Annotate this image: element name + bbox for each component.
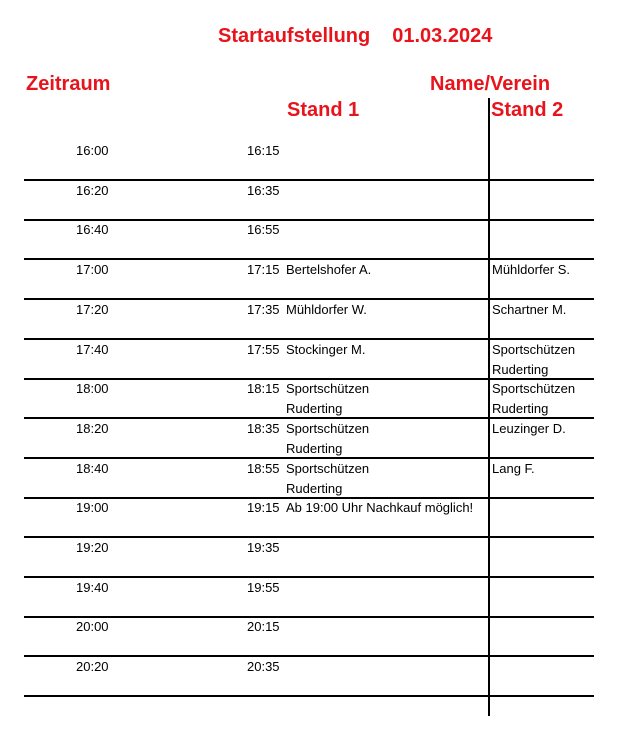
stand-2-entry-line: Lang F. [492, 461, 535, 476]
stand-1-entry [286, 459, 369, 499]
stand-1-entry-line: Ruderting [286, 441, 343, 456]
header-zeitraum: Zeitraum [26, 73, 111, 95]
time-from: 16:40 [76, 222, 109, 237]
header-stand-2: Stand 2 [491, 99, 564, 121]
stand-2-entry-line: Sportschützen [492, 342, 576, 357]
time-from: 17:20 [76, 302, 109, 317]
stand-1-entry-line: Stockinger M. [286, 342, 366, 357]
stand-2-entry-line: Leuzinger D. [492, 421, 566, 436]
time-to: 16:15 [247, 143, 280, 158]
time-from: 18:20 [76, 421, 109, 436]
time-to: 18:15 [247, 381, 280, 396]
stand-2-entry-line: Ruderting [492, 401, 549, 416]
time-from: 18:00 [76, 381, 109, 396]
stand-1-entry [286, 419, 369, 459]
stand-1-entry [286, 340, 365, 360]
time-from: 19:00 [76, 500, 109, 515]
time-to: 19:15 [247, 500, 280, 515]
time-from: 18:40 [76, 461, 109, 476]
stand-2-entry [492, 340, 575, 380]
stand-2-entry [492, 300, 566, 320]
header-stand-1: Stand 1 [287, 99, 360, 121]
row-separator [24, 655, 594, 657]
stand-1-entry-line: Sportschützen [286, 461, 370, 476]
time-from: 19:20 [76, 540, 109, 555]
time-to: 20:35 [247, 659, 280, 674]
row-separator [24, 179, 594, 181]
stand-2-entry [492, 379, 575, 419]
time-from: 16:00 [76, 143, 109, 158]
stand-2-entry-line: Schartner M. [492, 302, 567, 317]
stand-2-entry-line: Sportschützen [492, 381, 576, 396]
header-name-verein: Name/Verein [430, 73, 551, 95]
time-from: 16:20 [76, 183, 109, 198]
time-to: 18:55 [247, 461, 280, 476]
time-from: 17:00 [76, 262, 109, 277]
row-separator [24, 616, 594, 618]
row-separator [24, 219, 594, 221]
time-to: 16:35 [247, 183, 280, 198]
stand-1-entry-line: Bertelshofer A. [286, 262, 372, 277]
stand-1-entry-line: Ruderting [286, 481, 343, 496]
column-divider [488, 98, 490, 716]
time-to: 19:55 [247, 580, 280, 595]
time-from: 20:20 [76, 659, 109, 674]
time-to: 20:15 [247, 619, 280, 634]
title-date: 01.03.2024 [392, 25, 493, 47]
title-text: Startaufstellung [218, 25, 371, 47]
time-to: 17:15 [247, 262, 280, 277]
row-separator [24, 536, 594, 538]
row-separator [24, 695, 594, 697]
stand-2-entry-line: Ruderting [492, 362, 549, 377]
stand-2-entry [492, 419, 566, 439]
stand-1-entry [286, 300, 367, 320]
stand-1-entry [286, 498, 473, 518]
time-from: 20:00 [76, 619, 109, 634]
stand-1-entry-line: Ruderting [286, 401, 343, 416]
stand-1-entry-line: Mühldorfer W. [286, 302, 367, 317]
time-to: 19:35 [247, 540, 280, 555]
page-title [218, 24, 492, 48]
stand-1-entry-line: Ab 19:00 Uhr Nachkauf möglich! [286, 500, 474, 515]
row-separator [24, 576, 594, 578]
time-to: 17:35 [247, 302, 280, 317]
stand-1-entry [286, 260, 371, 280]
stand-2-entry [492, 260, 570, 280]
time-from: 19:40 [76, 580, 109, 595]
stand-1-entry-line: Sportschützen [286, 381, 370, 396]
time-to: 18:35 [247, 421, 280, 436]
stand-2-entry [492, 459, 535, 479]
stand-1-entry-line: Sportschützen [286, 421, 370, 436]
time-from: 17:40 [76, 342, 109, 357]
time-to: 17:55 [247, 342, 280, 357]
stand-2-entry-line: Mühldorfer S. [492, 262, 571, 277]
stand-1-entry [286, 379, 369, 419]
time-to: 16:55 [247, 222, 280, 237]
